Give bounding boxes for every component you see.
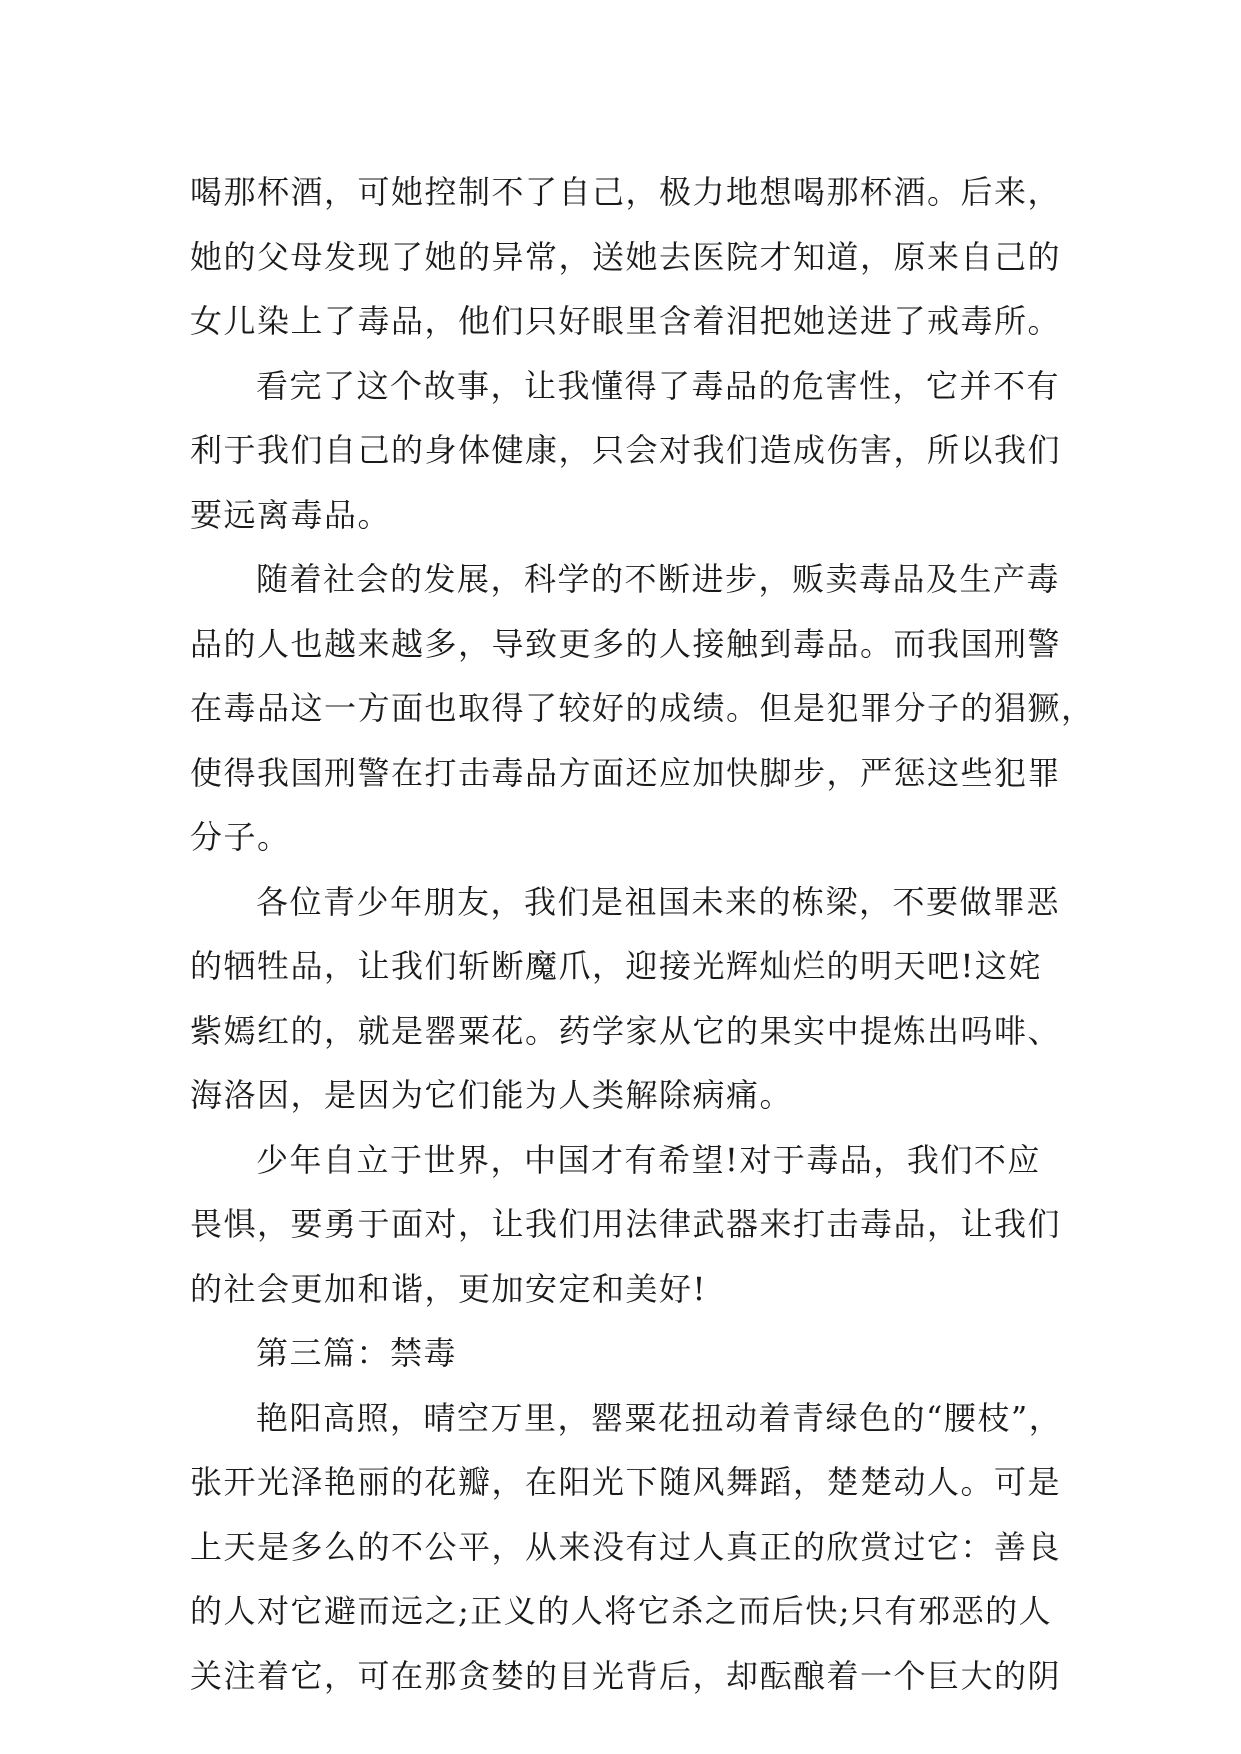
text-line: 她的父母发现了她的异常，送她去医院才知道，原来自己的 <box>190 237 1062 276</box>
text-line: 女儿染上了毒品，他们只好眼里含着泪把她送进了戒毒所。 <box>190 302 1062 340</box>
section-heading <box>190 1321 1070 1386</box>
text-line: 海洛因，是因为它们能为人类解除病痛。 <box>190 1076 794 1114</box>
text-line: 的社会更加和谐，更加安定和美好! <box>190 1269 707 1308</box>
text-line: 紫嫣红的，就是罂粟花。药学家从它的果实中提炼出吗啡、 <box>190 1011 1062 1050</box>
paragraph <box>190 354 1070 548</box>
text-line: 的牺牲品，让我们斩断魔爪，迎接光辉灿烂的明天吧!这姹 <box>190 947 1042 985</box>
text-line: 张开光泽艳丽的花瓣，在阳光下随风舞蹈，楚楚动人。可是 <box>190 1463 1062 1501</box>
text-line: 在毒品这一方面也取得了较好的成绩。但是犯罪分子的猖獗， <box>190 689 1095 727</box>
text-line: 随着社会的发展，科学的不断进步，贩卖毒品及生产毒 <box>256 560 1061 598</box>
text-line: 少年自立于世界，中国才有希望!对于毒品，我们不应 <box>256 1140 1041 1179</box>
text-line: 各位青少年朋友，我们是祖国未来的栋梁，不要做罪恶 <box>256 882 1061 921</box>
text-line: 喝那杯酒，可她控制不了自己，极力地想喝那杯酒。后来， <box>190 173 1062 211</box>
paragraph-continuation <box>190 160 1070 354</box>
text-line: 畏惧，要勇于面对，让我们用法律武器来打击毒品，让我们 <box>190 1205 1062 1243</box>
paragraph <box>190 1386 1070 1709</box>
text-line: 的人对它避而远之;正义的人将它杀之而后快;只有邪恶的人 <box>190 1592 1053 1630</box>
text-line: 要远离毒品。 <box>190 495 392 534</box>
text-line: 分子。 <box>190 818 291 856</box>
section-title: 第三篇：禁毒 <box>256 1334 458 1372</box>
text-line: 使得我国刑警在打击毒品方面还应加快脚步，严惩这些犯罪 <box>190 753 1062 792</box>
paragraph <box>190 547 1095 870</box>
text-line: 看完了这个故事，让我懂得了毒品的危害性，它并不有 <box>256 366 1061 405</box>
text-line: 艳阳高照，晴空万里，罂粟花扭动着青绿色的“腰枝”， <box>256 1398 1063 1437</box>
text-line: 利于我们自己的身体健康，只会对我们造成伤害，所以我们 <box>190 431 1062 469</box>
paragraph <box>190 870 1070 1128</box>
text-line: 品的人也越来越多，导致更多的人接触到毒品。而我国刑警 <box>190 624 1062 663</box>
text-line: 关注着它，可在那贪婪的目光背后，却酝酿着一个巨大的阴 <box>190 1656 1062 1695</box>
document-body <box>190 160 1095 1708</box>
paragraph <box>190 1128 1070 1322</box>
text-line: 上天是多么的不公平，从来没有过人真正的欣赏过它：善良 <box>190 1527 1062 1566</box>
